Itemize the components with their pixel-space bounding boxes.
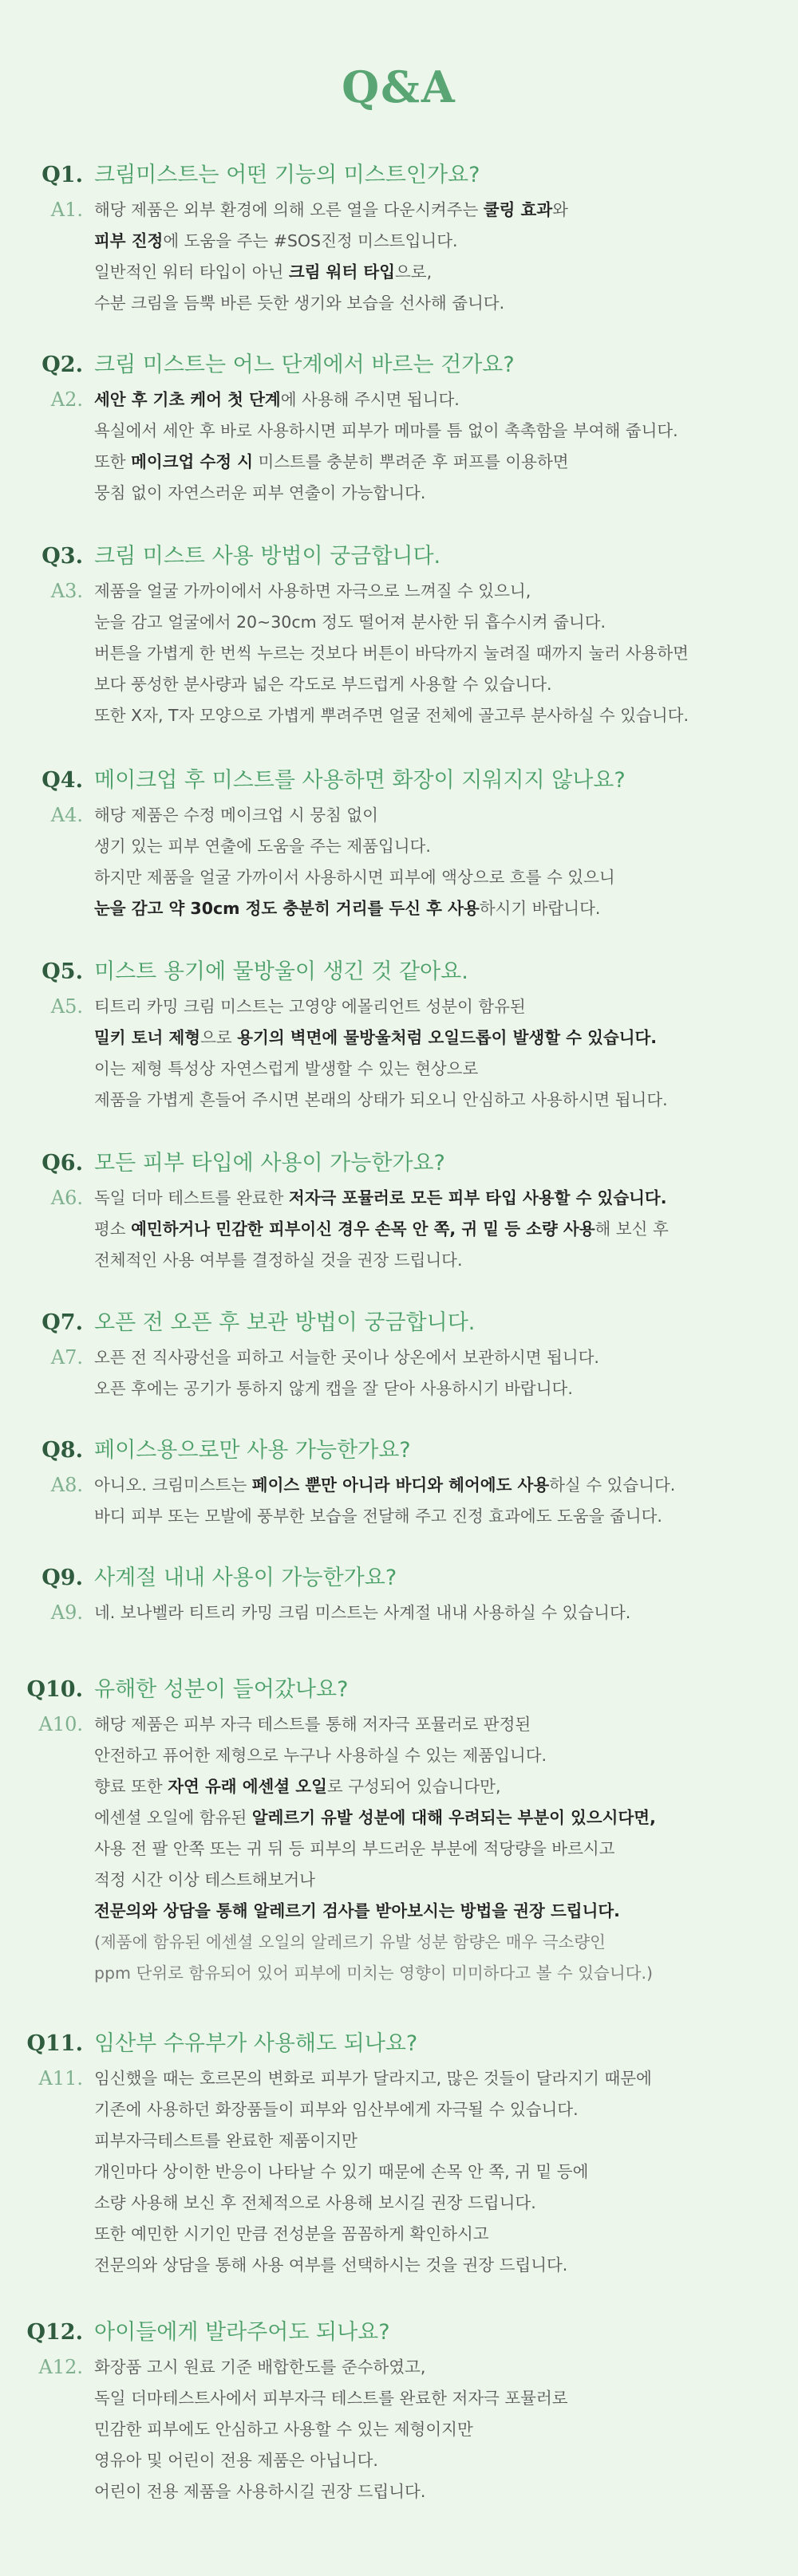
answer-segment: 해 보신 후 bbox=[595, 1219, 669, 1239]
answer-segment: 버튼을 가볍게 한 번씩 누르는 것보다 버튼이 바닥까지 눌려질 때까지 눌러 사용하면 bbox=[94, 644, 689, 663]
answer-line bbox=[94, 2157, 798, 2188]
answer-segment: 사용 전 팔 안쪽 또는 귀 뒤 등 피부의 부드러운 부분에 적당량을 바르시고 bbox=[94, 1839, 615, 1858]
answer-line bbox=[94, 1958, 798, 1989]
answer-line bbox=[94, 1865, 798, 1896]
answer-segment: 이는 제형 특성상 자연스럽게 발생할 수 있는 현상으로 bbox=[94, 1059, 479, 1078]
answer-line bbox=[94, 2250, 798, 2281]
answer-number: A10. bbox=[38, 1713, 83, 1735]
answer-segment: 해당 제품은 외부 환경에 의해 오른 열을 다운시켜주는 bbox=[94, 200, 484, 219]
answer-line bbox=[94, 1501, 798, 1532]
question-number: Q12. bbox=[26, 2320, 83, 2345]
answer-line bbox=[94, 1342, 798, 1373]
answer-line bbox=[94, 638, 798, 669]
answer-segment: 안전하고 퓨어한 제형으로 누구나 사용하실 수 있는 제품입니다. bbox=[94, 1746, 547, 1765]
question-text: 크림미스트는 어떤 기능의 미스트인가요? bbox=[94, 163, 480, 187]
answer-line bbox=[94, 2445, 798, 2476]
question-number: Q10. bbox=[26, 1677, 83, 1702]
question-text: 유해한 성분이 들어갔나요? bbox=[94, 1677, 349, 1702]
answer-text bbox=[94, 1709, 798, 1989]
answer-text bbox=[94, 991, 798, 1116]
qa-item bbox=[0, 2315, 798, 2507]
answer-line bbox=[94, 831, 798, 862]
answer-segment: 으로 bbox=[200, 1028, 238, 1047]
answer-line bbox=[94, 1470, 798, 1501]
answer-line bbox=[94, 288, 798, 319]
answer-text bbox=[94, 2352, 798, 2507]
answer-segment: 오픈 전 직사광선을 피하고 서늘한 곳이나 상온에서 보관하시면 됩니다. bbox=[94, 1348, 599, 1367]
question-row bbox=[0, 158, 798, 193]
answer-text bbox=[94, 1597, 798, 1629]
answer-line bbox=[94, 1896, 798, 1927]
answer-line bbox=[94, 195, 798, 226]
answer-text bbox=[94, 1342, 798, 1404]
answer-segment: 미스트를 충분히 뿌려준 후 퍼프를 이용하면 bbox=[253, 452, 569, 471]
answer-emphasis: 전문의와 상담을 통해 알레르기 검사를 받아보시는 방법을 권장 드립니다. bbox=[94, 1901, 620, 1920]
answer-line bbox=[94, 384, 798, 416]
answer-segment: 전체적인 사용 여부를 결정하실 것을 권장 드립니다. bbox=[94, 1251, 463, 1270]
answer-segment: 평소 bbox=[94, 1219, 132, 1239]
answer-line bbox=[94, 607, 798, 638]
answer-segment: 뭉침 없이 자연스러운 피부 연출이 가능합니다. bbox=[94, 483, 426, 502]
answer-line bbox=[94, 1214, 798, 1245]
question-text: 사계절 내내 사용이 가능한가요? bbox=[94, 1566, 397, 1590]
answer-emphasis: 페이스 뿐만 아니라 바디와 헤어에도 사용 bbox=[251, 1475, 550, 1495]
question-number: Q11. bbox=[26, 2031, 83, 2056]
answer-segment: 어린이 전용 제품을 사용하시길 권장 드립니다. bbox=[94, 2482, 426, 2501]
answer-line bbox=[94, 1373, 798, 1404]
answer-segment: 로 구성되어 있습니다만, bbox=[326, 1777, 501, 1796]
answer-emphasis: 용기의 벽면에 물방울처럼 오일드롭이 발생할 수 있습니다. bbox=[237, 1028, 658, 1047]
answer-segment: ppm 단위로 함유되어 있어 피부에 미치는 영향이 미미하다고 볼 수 있습니다.) bbox=[94, 1964, 653, 1983]
answer-line bbox=[94, 447, 798, 478]
answer-row bbox=[0, 800, 798, 924]
answer-line bbox=[94, 1054, 798, 1085]
answer-emphasis: 예민하거나 민감한 피부이신 경우 손목 안 쪽, 귀 밑 등 소량 사용 bbox=[131, 1219, 595, 1239]
answer-text bbox=[94, 1470, 798, 1532]
answer-line bbox=[94, 991, 798, 1022]
question-number: Q1. bbox=[41, 163, 83, 187]
answer-number: A2. bbox=[50, 388, 83, 411]
answer-segment: 제품을 가볍게 흔들어 주시면 본래의 상태가 되오니 안심하고 사용하시면 됩니다. bbox=[94, 1090, 668, 1109]
answer-segment: 하지만 제품을 얼굴 가까이서 사용하시면 피부에 액상으로 흐를 수 있으니 bbox=[94, 868, 615, 887]
question-number: Q8. bbox=[41, 1438, 83, 1463]
answer-segment: 오픈 후에는 공기가 통하지 않게 캡을 잘 닫아 사용하시기 바랍니다. bbox=[94, 1379, 573, 1398]
qa-item bbox=[0, 1672, 798, 1989]
answer-line bbox=[94, 1022, 798, 1054]
answer-line bbox=[94, 2094, 798, 2125]
qa-item bbox=[0, 348, 798, 509]
answer-line bbox=[94, 226, 798, 257]
qa-item bbox=[0, 763, 798, 924]
answer-line bbox=[94, 2219, 798, 2250]
answer-line bbox=[94, 862, 798, 893]
answer-segment: 해당 제품은 피부 자극 테스트를 통해 저자극 포뮬러로 판정된 bbox=[94, 1715, 531, 1734]
answer-segment: 생기 있는 피부 연출에 도움을 주는 제품입니다. bbox=[94, 837, 431, 856]
answer-segment: 임신했을 때는 호르몬의 변화로 피부가 달라지고, 많은 것들이 달라지기 때문에 bbox=[94, 2069, 652, 2088]
answer-segment: 또한 X자, T자 모양으로 가볍게 뿌려주면 얼굴 전체에 골고루 분사하실 수 있습니다. bbox=[94, 706, 689, 725]
question-text: 임산부 수유부가 사용해도 되나요? bbox=[94, 2031, 418, 2056]
answer-emphasis: 메이크업 수정 시 bbox=[131, 452, 254, 471]
qa-item bbox=[0, 158, 798, 319]
answer-number: A4. bbox=[50, 804, 83, 826]
answer-segment: 해당 제품은 수정 메이크업 시 뭉침 없이 bbox=[94, 805, 378, 825]
question-row bbox=[0, 539, 798, 574]
answer-emphasis: 피부 진정 bbox=[94, 231, 164, 250]
question-text: 아이들에게 발라주어도 되나요? bbox=[94, 2320, 390, 2345]
question-number: Q9. bbox=[41, 1566, 83, 1590]
question-row bbox=[0, 763, 798, 798]
answer-emphasis: 눈을 감고 약 30cm 정도 충분히 거리를 두신 후 사용 bbox=[94, 899, 480, 918]
answer-emphasis: 쿨링 효과 bbox=[483, 200, 553, 219]
question-number: Q2. bbox=[41, 353, 83, 377]
answer-line bbox=[94, 700, 798, 731]
answer-emphasis: 알레르기 유발 성분에 대해 우려되는 부분이 있으시다면, bbox=[251, 1808, 656, 1827]
answer-text bbox=[94, 800, 798, 924]
answer-row bbox=[0, 576, 798, 731]
answer-line bbox=[94, 1183, 798, 1214]
answer-segment: 하시기 바랍니다. bbox=[479, 899, 601, 918]
answer-row bbox=[0, 1470, 798, 1532]
question-text: 크림 미스트는 어느 단계에서 바르는 건가요? bbox=[94, 353, 515, 377]
answer-line bbox=[94, 416, 798, 447]
question-number: Q5. bbox=[41, 959, 83, 984]
answer-emphasis: 자연 유래 에센셜 오일 bbox=[168, 1777, 327, 1796]
question-number: Q7. bbox=[41, 1310, 83, 1335]
answer-segment: 전문의와 상담을 통해 사용 여부를 선택하시는 것을 권장 드립니다. bbox=[94, 2255, 568, 2275]
question-row bbox=[0, 1433, 798, 1468]
answer-segment: 또한 bbox=[94, 452, 132, 471]
answer-segment: 에센셜 오일에 함유된 bbox=[94, 1808, 252, 1827]
answer-line bbox=[94, 2188, 798, 2219]
answer-number: A3. bbox=[50, 580, 83, 602]
qa-item bbox=[0, 539, 798, 731]
question-row bbox=[0, 1561, 798, 1596]
answer-line bbox=[94, 1802, 798, 1834]
answer-line bbox=[94, 1597, 798, 1629]
answer-text bbox=[94, 2063, 798, 2281]
answer-number: A11. bbox=[38, 2067, 83, 2090]
answer-row bbox=[0, 2063, 798, 2281]
answer-row bbox=[0, 195, 798, 319]
answer-row bbox=[0, 1342, 798, 1404]
answer-segment: 눈을 감고 얼굴에서 20~30cm 정도 떨어져 분사한 뒤 흡수시켜 줍니다. bbox=[94, 612, 606, 632]
answer-line bbox=[94, 576, 798, 607]
answer-emphasis: 크림 워터 타입 bbox=[288, 262, 395, 282]
question-row bbox=[0, 2027, 798, 2062]
answer-line bbox=[94, 1771, 798, 1802]
answer-number: A12. bbox=[38, 2356, 83, 2378]
qa-item bbox=[0, 1146, 798, 1276]
answer-line bbox=[94, 1740, 798, 1771]
answer-line bbox=[94, 2352, 798, 2383]
qa-item bbox=[0, 1561, 798, 1629]
answer-number: A8. bbox=[50, 1474, 83, 1496]
question-row bbox=[0, 348, 798, 383]
answer-row bbox=[0, 1709, 798, 1989]
answer-segment: 욕실에서 세안 후 바로 사용하시면 피부가 메마를 틈 없이 촉촉함을 부여해 줍니다. bbox=[94, 421, 678, 440]
answer-line bbox=[94, 2063, 798, 2094]
question-text: 크림 미스트 사용 방법이 궁금합니다. bbox=[94, 544, 441, 569]
answer-segment: 일반적인 워터 타입이 아닌 bbox=[94, 262, 289, 282]
answer-number: A1. bbox=[50, 199, 83, 221]
question-text: 모든 피부 타입에 사용이 가능한가요? bbox=[94, 1151, 445, 1176]
page-title: Q&A bbox=[342, 61, 456, 112]
answer-segment: 에 도움을 주는 #SOS진정 미스트입니다. bbox=[163, 231, 458, 250]
answer-row bbox=[0, 1597, 798, 1629]
answer-line bbox=[94, 2476, 798, 2507]
answer-row bbox=[0, 2352, 798, 2507]
answer-segment: 영유아 및 어린이 전용 제품은 아닙니다. bbox=[94, 2451, 378, 2470]
qa-item bbox=[0, 1433, 798, 1532]
answer-segment: 에 사용해 주시면 됩니다. bbox=[280, 390, 460, 409]
answer-segment: 와 bbox=[552, 200, 568, 219]
question-row bbox=[0, 1672, 798, 1707]
answer-row bbox=[0, 1183, 798, 1276]
answer-number: A5. bbox=[50, 995, 83, 1018]
question-row bbox=[0, 2315, 798, 2350]
question-number: Q6. bbox=[41, 1151, 83, 1176]
answer-segment: 티트리 카밍 크림 미스트는 고영양 에몰리언트 성분이 함유된 bbox=[94, 997, 526, 1016]
answer-segment: 제품을 얼굴 가까이에서 사용하면 자극으로 느껴질 수 있으니, bbox=[94, 581, 531, 601]
answer-line bbox=[94, 257, 798, 288]
answer-segment: 개인마다 상이한 반응이 나타날 수 있기 때문에 손목 안 쪽, 귀 밑 등에 bbox=[94, 2162, 589, 2181]
answer-row bbox=[0, 991, 798, 1116]
question-row bbox=[0, 955, 798, 990]
answer-line bbox=[94, 1709, 798, 1740]
answer-segment: 하실 수 있습니다. bbox=[549, 1475, 676, 1495]
qa-item bbox=[0, 2027, 798, 2281]
question-number: Q4. bbox=[41, 768, 83, 793]
qa-item bbox=[0, 955, 798, 1116]
answer-segment: 또한 예민한 시기인 만큼 전성분을 꼼꼼하게 확인하시고 bbox=[94, 2224, 489, 2243]
answer-line bbox=[94, 1085, 798, 1116]
answer-segment: 으로, bbox=[395, 262, 433, 282]
answer-line bbox=[94, 1927, 798, 1958]
answer-line bbox=[94, 669, 798, 700]
answer-row bbox=[0, 384, 798, 509]
question-text: 오픈 전 오픈 후 보관 방법이 궁금합니다. bbox=[94, 1310, 476, 1335]
answer-segment: 독일 더마 테스트를 완료한 bbox=[94, 1188, 289, 1207]
question-number: Q3. bbox=[41, 544, 83, 569]
answer-segment: 민감한 피부에도 안심하고 사용할 수 있는 제형이지만 bbox=[94, 2420, 473, 2439]
answer-number: A6. bbox=[50, 1187, 83, 1209]
answer-line bbox=[94, 2125, 798, 2157]
answer-segment: 향료 또한 bbox=[94, 1777, 168, 1796]
answer-segment: 화장품 고시 원료 기준 배합한도를 준수하였고, bbox=[94, 2357, 426, 2377]
answer-line bbox=[94, 2383, 798, 2414]
answer-text bbox=[94, 576, 798, 731]
answer-segment: 보다 풍성한 분사량과 넓은 각도로 부드럽게 사용할 수 있습니다. bbox=[94, 675, 552, 694]
answer-line bbox=[94, 893, 798, 924]
answer-text bbox=[94, 1183, 798, 1276]
answer-segment: (제품에 함유된 에센셜 오일의 알레르기 유발 성분 함량은 매우 극소량인 bbox=[94, 1932, 606, 1952]
answer-segment: 아니오. 크림미스트는 bbox=[94, 1475, 252, 1495]
answer-segment: 네. 보나벨라 티트리 카밍 크림 미스트는 사계절 내내 사용하실 수 있습니다. bbox=[94, 1603, 631, 1622]
answer-text bbox=[94, 384, 798, 509]
answer-segment: 기존에 사용하던 화장품들이 피부와 임산부에게 자극될 수 있습니다. bbox=[94, 2100, 579, 2119]
answer-segment: 피부자극테스트를 완료한 제품이지만 bbox=[94, 2131, 358, 2150]
question-row bbox=[0, 1146, 798, 1181]
question-row bbox=[0, 1306, 798, 1341]
answer-segment: 독일 더마테스트사에서 피부자극 테스트를 완료한 저자극 포뮬러로 bbox=[94, 2389, 568, 2408]
answer-segment: 적정 시간 이상 테스트해보거나 bbox=[94, 1870, 315, 1889]
question-text: 미스트 용기에 물방울이 생긴 것 같아요. bbox=[94, 959, 468, 984]
answer-segment: 수분 크림을 듬뿍 바른 듯한 생기와 보습을 선사해 줍니다. bbox=[94, 293, 505, 313]
answer-text bbox=[94, 195, 798, 319]
answer-line bbox=[94, 2414, 798, 2445]
answer-line bbox=[94, 478, 798, 509]
question-text: 메이크업 후 미스트를 사용하면 화장이 지워지지 않나요? bbox=[94, 768, 626, 793]
answer-number: A9. bbox=[50, 1601, 83, 1624]
answer-segment: 소량 사용해 보신 후 전체적으로 사용해 보시길 권장 드립니다. bbox=[94, 2193, 536, 2212]
answer-emphasis: 저자극 포뮬러로 모든 피부 타입 사용할 수 있습니다. bbox=[288, 1188, 667, 1207]
answer-line bbox=[94, 1834, 798, 1865]
answer-emphasis: 세안 후 기초 케어 첫 단계 bbox=[94, 390, 281, 409]
qa-item bbox=[0, 1306, 798, 1404]
question-text: 페이스용으로만 사용 가능한가요? bbox=[94, 1438, 411, 1463]
answer-number: A7. bbox=[50, 1346, 83, 1369]
answer-emphasis: 밀키 토너 제형 bbox=[94, 1028, 201, 1047]
answer-line bbox=[94, 800, 798, 831]
answer-segment: 바디 피부 또는 모발에 풍부한 보습을 전달해 주고 진정 효과에도 도움을 줍니다. bbox=[94, 1507, 662, 1526]
answer-line bbox=[94, 1245, 798, 1276]
